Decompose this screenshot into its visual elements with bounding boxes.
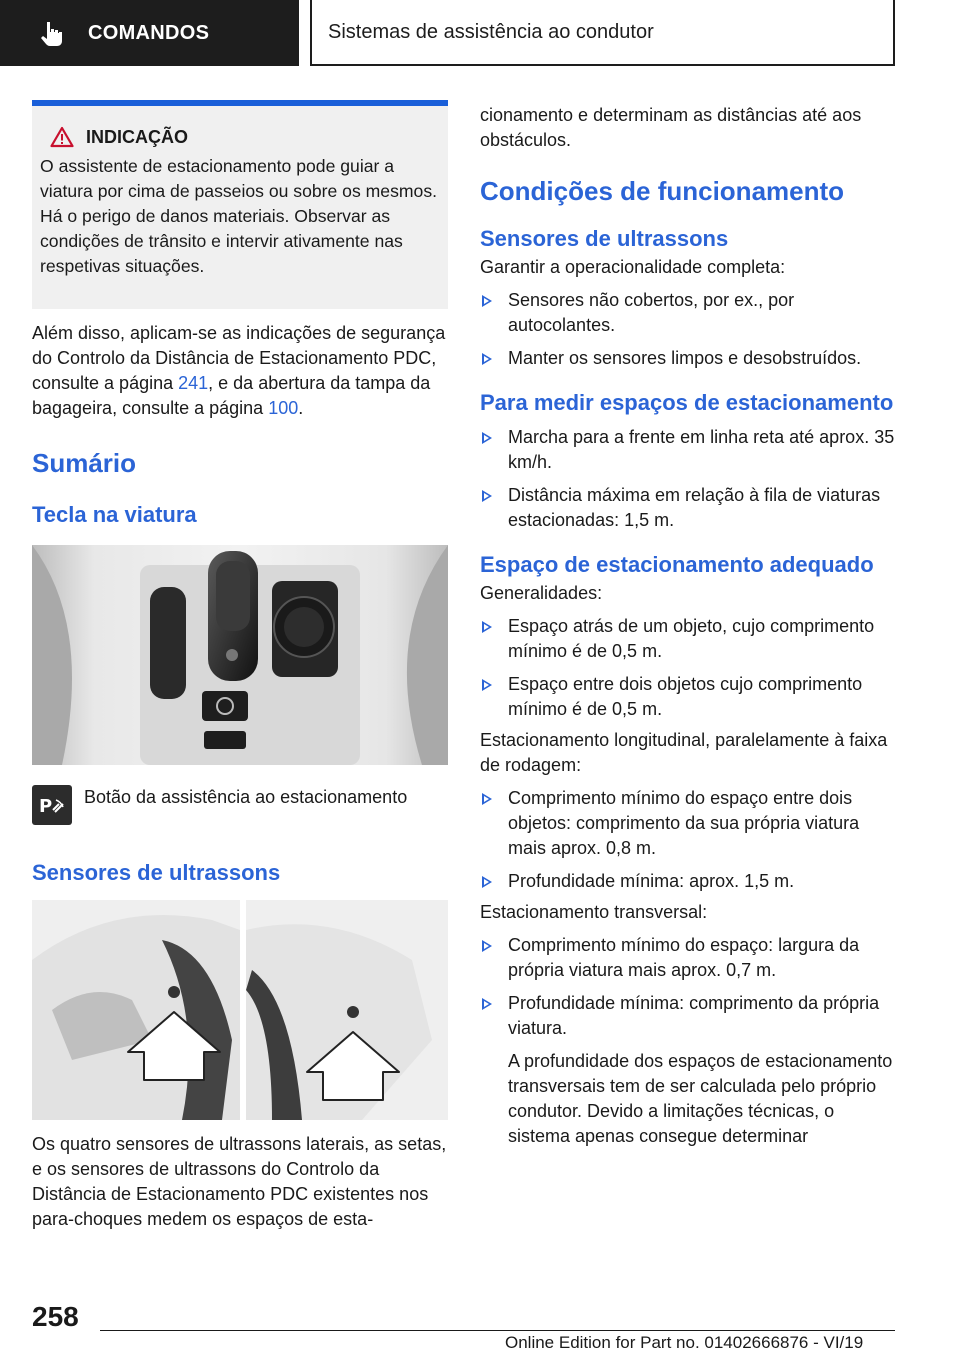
list-item xyxy=(480,991,896,1041)
warning-icon xyxy=(50,126,74,148)
key-heading: Tecla na viatura xyxy=(32,502,197,527)
park-assist-button-icon xyxy=(32,785,72,825)
section-label: COMANDOS xyxy=(88,21,210,44)
page-link-100[interactable]: 100 xyxy=(268,398,299,418)
space-heading: Espaço de estacionamento adequado xyxy=(480,552,874,577)
longitudinal-label: Estacionamento longitudinal, paralelamente à faixa de rodagem: xyxy=(480,730,888,775)
list-item-text: Espaço entre dois objetos cujo comprimento mínimo é de 0,5 m. xyxy=(508,674,863,719)
list-item-text: Profundidade mínima: aprox. 1,5 m. xyxy=(508,871,795,891)
transverse-list xyxy=(480,933,896,1041)
intro-text-3: . xyxy=(298,398,304,418)
left-column xyxy=(32,100,448,1232)
ultrasonic-intro: Garantir a operacionalidade completa: xyxy=(480,257,786,277)
arrow-bullet-icon xyxy=(482,876,492,888)
notice-title: INDICAÇÃO xyxy=(86,126,188,147)
console-illustration xyxy=(32,545,448,765)
right-column xyxy=(480,103,896,1149)
list-item-text: Sensores não cobertos, por ex., por autocolantes. xyxy=(508,290,795,335)
console-photo xyxy=(32,545,448,765)
continued-paragraph: cionamento e determinam as distâncias até aos obstáculos. xyxy=(480,105,862,150)
list-item xyxy=(480,425,896,475)
list-item-text: Marcha para a frente em linha reta até aprox. 35 km/h. xyxy=(508,427,895,472)
page-header xyxy=(0,0,960,66)
parking-sensor-icon xyxy=(37,792,67,818)
list-item-text: Comprimento mínimo do espaço entre dois objetos: comprimento da sua própria viatura mais aprox. 0,8 m. xyxy=(508,788,860,858)
intro-paragraph xyxy=(32,321,448,421)
arrow-bullet-icon xyxy=(482,679,492,691)
list-item xyxy=(480,933,896,983)
arrow-bullet-icon xyxy=(482,353,492,365)
sensors-paragraph: Os quatro sensores de ultrassons laterais, as setas, e os sensores de ultrassons do Controlo da Distância de Estacionamento PDC existentes nos para-choques medem os espaços de esta- xyxy=(32,1134,447,1229)
section-tab xyxy=(0,0,299,66)
transverse-note: A profundidade dos espaços de estacionamento transversais tem de ser calculada pelo próprio condutor. Devido a limitações técnicas, o sistema apenas consegue determinar xyxy=(508,1051,893,1146)
svg-text:P: P xyxy=(39,796,53,817)
sensors-heading: Sensores de ultrassons xyxy=(32,860,281,885)
hand-pointer-icon xyxy=(38,19,66,47)
page-link-241[interactable]: 241 xyxy=(178,373,209,393)
arrow-bullet-icon xyxy=(482,295,492,307)
measure-heading: Para medir espaços de estacionamento xyxy=(480,390,894,415)
notice-box xyxy=(32,100,448,309)
chapter-box xyxy=(310,0,895,66)
general-label: Generalidades: xyxy=(480,583,603,603)
intro-text-1: Além disso, aplicam-se as indicações de segurança do Controlo da Distância de Estacionamento PDC, consulte a página xyxy=(32,323,446,393)
arrow-bullet-icon xyxy=(482,621,492,633)
page-number: 258 xyxy=(32,1301,79,1332)
notice-header xyxy=(50,126,438,148)
list-item xyxy=(480,672,896,722)
list-item-text: Espaço atrás de um objeto, cujo comprimento mínimo é de 0,5 m. xyxy=(508,616,875,661)
list-item xyxy=(480,869,896,894)
intro-text-2: , e da abertura da tampa da bagageira, consulte a página xyxy=(32,373,431,418)
summary-heading: Sumário xyxy=(32,448,137,478)
sensor-illustration xyxy=(32,900,448,1120)
list-item-text: Comprimento mínimo do espaço: largura da própria viatura mais aprox. 0,7 m. xyxy=(508,935,860,980)
list-item-text: Manter os sensores limpos e desobstruídos. xyxy=(508,348,862,368)
edition-text: Online Edition for Part no. 01402666876 - VI/19 xyxy=(505,1333,864,1352)
list-item xyxy=(480,346,896,371)
arrow-bullet-icon xyxy=(482,490,492,502)
longitudinal-list xyxy=(480,786,896,894)
general-list xyxy=(480,614,896,722)
arrow-bullet-icon xyxy=(482,793,492,805)
arrow-bullet-icon xyxy=(482,998,492,1010)
arrow-bullet-icon xyxy=(482,432,492,444)
transverse-label: Estacionamento transversal: xyxy=(480,902,708,922)
park-assist-button-row xyxy=(32,785,448,825)
conditions-heading: Condições de funcionamento xyxy=(480,176,845,206)
list-item xyxy=(480,786,896,861)
ultrasonic-list xyxy=(480,288,896,371)
list-item xyxy=(480,614,896,664)
arrow-bullet-icon xyxy=(482,940,492,952)
measure-list xyxy=(480,425,896,533)
footer-divider xyxy=(100,1330,895,1331)
list-item-text: Profundidade mínima: comprimento da própria viatura. xyxy=(508,993,880,1038)
park-assist-button-label: Botão da assistência ao estacionamento xyxy=(84,787,408,807)
list-item xyxy=(480,483,896,533)
list-item-text: Distância máxima em relação à fila de viaturas estacionadas: 1,5 m. xyxy=(508,485,881,530)
sensor-photo xyxy=(32,900,448,1120)
ultrasonic-heading: Sensores de ultrassons xyxy=(480,226,729,251)
list-item xyxy=(480,288,896,338)
chapter-title: Sistemas de assistência ao condutor xyxy=(328,20,654,43)
notice-text: O assistente de estacionamento pode guiar a viatura por cima de passeios ou sobre os mesmos. Há o perigo de danos materiais. Observar as condições de trânsito e intervir ativamente nas respetivas situações. xyxy=(40,156,438,276)
